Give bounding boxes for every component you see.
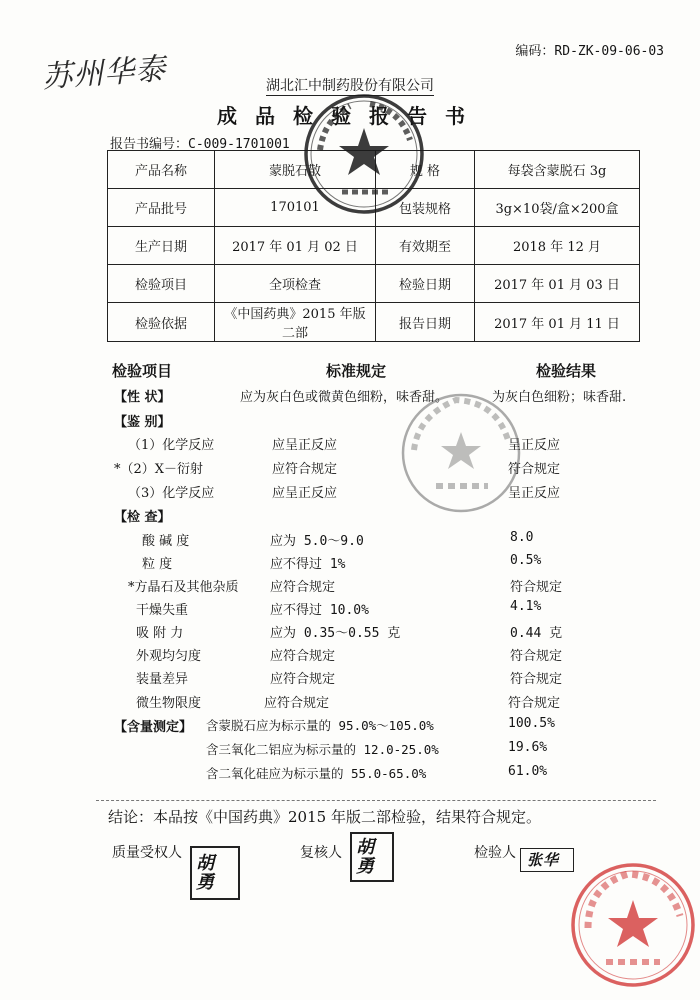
quality-department-seal [566, 858, 700, 992]
test-item: *方晶石及其他杂质 [128, 580, 239, 595]
divider [96, 800, 656, 801]
table-cell: 检验日期 [376, 265, 475, 303]
test-standard: 应不得过 1% [270, 557, 346, 572]
test-standard: 含蒙脱石应为标示量的 95.0%～105.0% [206, 718, 434, 733]
table-cell: 3g×10袋/盒×200盒 [475, 189, 640, 227]
test-standard: 应不得过 10.0% [270, 603, 369, 618]
test-item: （1）化学反应 [128, 438, 215, 453]
table-cell: 2018 年 12 月 [475, 227, 640, 265]
test-result: 8.0 [510, 530, 534, 545]
test-standard: 应为 0.35～0.55 克 [270, 626, 401, 641]
table-row [108, 189, 640, 227]
test-standard: 应呈正反应 [272, 438, 338, 453]
test-result: 符合规定 [510, 580, 563, 595]
test-item: 干燥失重 [136, 603, 189, 618]
test-standard: 含三氧化二铝应为标示量的 12.0-25.0% [206, 742, 439, 757]
table-row [108, 265, 640, 303]
qa-signature-stamp: 胡勇 [190, 846, 240, 900]
test-item: 粒 度 [142, 557, 173, 572]
header-standard: 标准规定 [326, 362, 387, 380]
test-item: （3）化学反应 [128, 486, 215, 501]
table-cell: 170101 [215, 189, 376, 227]
section-label-identification: 【鉴 别】 [114, 415, 171, 430]
table-cell: 检验依据 [108, 303, 215, 342]
header-test-item: 检验项目 [112, 362, 173, 380]
header-result: 检验结果 [536, 362, 597, 380]
test-item: 装量差异 [136, 672, 189, 687]
table-row [108, 227, 640, 265]
table-cell: 产品名称 [108, 151, 215, 189]
table-row [108, 303, 640, 342]
table-row [108, 151, 640, 189]
test-item: 外观均匀度 [136, 649, 202, 664]
section-label-inspection: 【检 查】 [114, 510, 171, 525]
test-item: 微生物限度 [136, 696, 202, 711]
distributor-seal-faint [396, 388, 526, 518]
test-result: 0.5% [510, 553, 542, 568]
test-result: 61.0% [508, 764, 548, 779]
test-item: *（2）X－衍射 [114, 462, 204, 477]
table-cell: 检验项目 [108, 265, 215, 303]
test-standard: 应符合规定 [264, 696, 330, 711]
test-result: 100.5% [508, 716, 555, 731]
table-cell: 2017 年 01 月 11 日 [475, 303, 640, 342]
table-cell: 生产日期 [108, 227, 215, 265]
standard-appearance: 应为灰白色或微黄色细粉，味香甜。 [240, 390, 449, 405]
table-cell: 蒙脱石散 [215, 151, 376, 189]
test-standard: 应为 5.0～9.0 [270, 534, 364, 549]
test-standard: 应符合规定 [272, 462, 338, 477]
result-appearance: 为灰白色细粉；味香甜. [492, 390, 627, 405]
document-title: 成品检验报告书 [217, 104, 483, 128]
test-result: 符合规定 [508, 696, 561, 711]
table-cell: 规 格 [376, 151, 475, 189]
test-standard: 应符合规定 [270, 672, 336, 687]
inspector-label: 检验人 [474, 845, 516, 861]
test-result: 19.6% [508, 740, 548, 755]
test-standard: 含二氧化硅应为标示量的 55.0-65.0% [206, 766, 427, 781]
table-cell: 有效期至 [376, 227, 475, 265]
table-cell: 2017 年 01 月 02 日 [215, 227, 376, 265]
reviewer-signature-stamp: 胡勇 [350, 832, 394, 882]
qa-person-label: 质量受权人 [112, 845, 182, 861]
test-standard: 应符合规定 [270, 580, 336, 595]
test-item: 酸 碱 度 [142, 534, 190, 549]
table-cell: 每袋含蒙脱石 3g [475, 151, 640, 189]
test-result: 符合规定 [510, 672, 563, 687]
test-standard: 应符合规定 [270, 649, 336, 664]
test-result: 呈正反应 [508, 486, 561, 501]
section-label-assay: 【含量测定】 [114, 720, 193, 735]
test-result: 4.1% [510, 599, 542, 614]
report-number: 报告书编号：C-009-1701001 [110, 137, 290, 152]
table-cell: 2017 年 01 月 03 日 [475, 265, 640, 303]
document-code: 编码：RD-ZK-09-06-03 [515, 44, 664, 59]
test-item: 吸 附 力 [136, 626, 184, 641]
company-name: 湖北汇中制药股份有限公司 [266, 78, 434, 94]
table-cell: 产品批号 [108, 189, 215, 227]
section-label-appearance: 【性 状】 [114, 390, 171, 405]
table-cell: 《中国药典》2015 年版二部 [215, 303, 376, 342]
table-cell: 包装规格 [376, 189, 475, 227]
test-standard: 应呈正反应 [272, 486, 338, 501]
reviewer-label: 复核人 [300, 845, 342, 861]
table-cell: 全项检查 [215, 265, 376, 303]
test-result: 符合规定 [508, 462, 561, 477]
inspector-signature-stamp: 张华 [520, 848, 574, 872]
table-cell: 报告日期 [376, 303, 475, 342]
test-result: 符合规定 [510, 649, 563, 664]
test-result: 0.44 克 [510, 626, 563, 641]
product-info-table [107, 150, 640, 342]
test-result: 呈正反应 [508, 438, 561, 453]
conclusion-text: 结论：本品按《中国药典》2015 年版二部检验，结果符合规定。 [108, 808, 541, 826]
handwritten-note: 苏州华泰 [41, 51, 168, 96]
